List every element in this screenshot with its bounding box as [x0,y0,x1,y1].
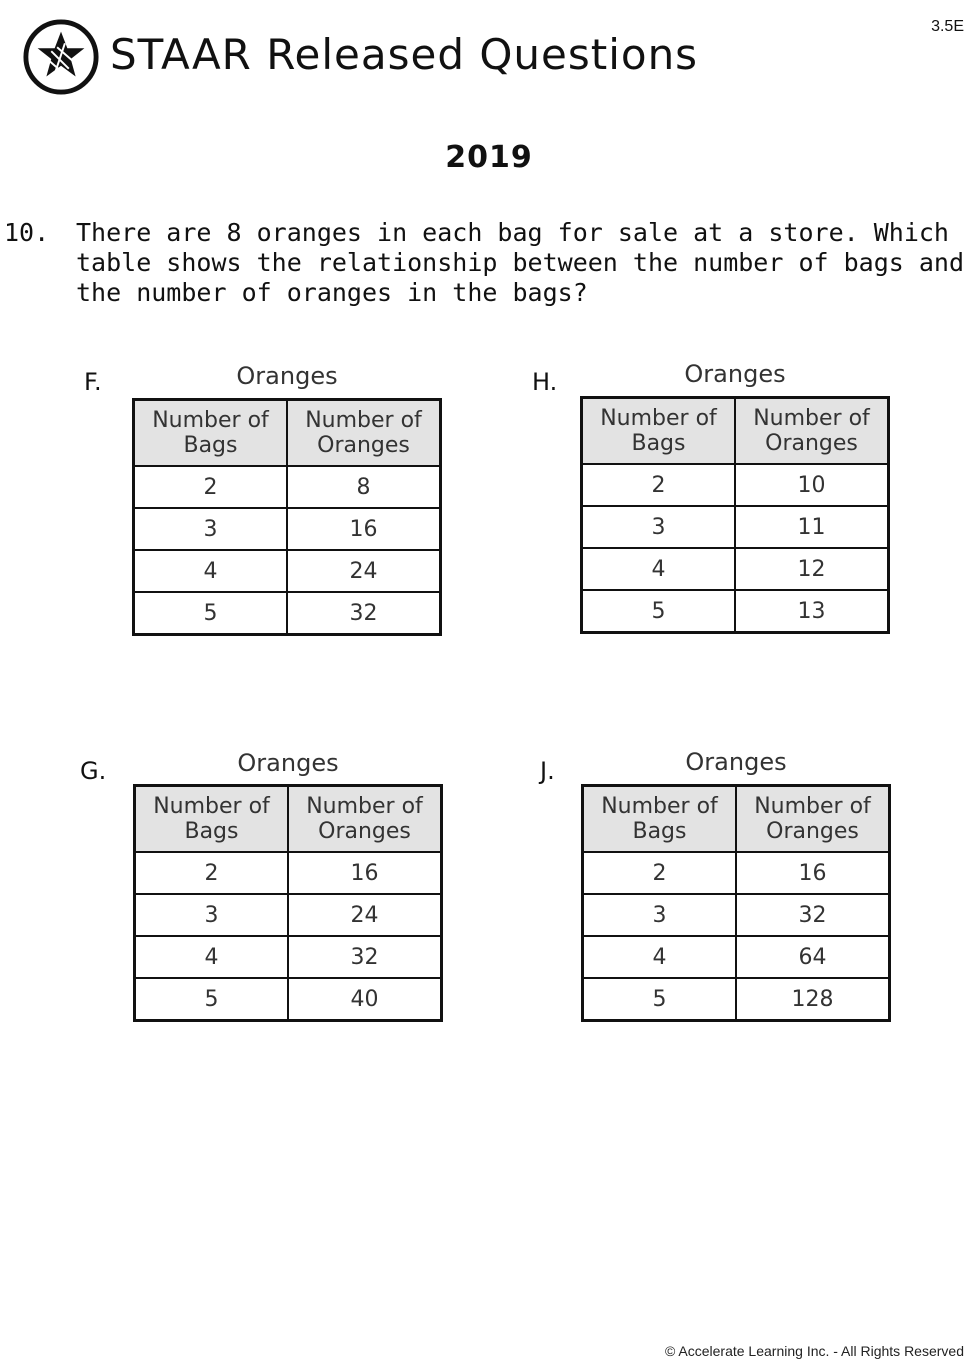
option-letter-j: J. [540,757,555,785]
option-letter-g: G. [80,757,107,785]
table-row: 4 12 [582,548,889,590]
table-row: 3 24 [135,894,442,936]
header-bags: Number of Bags [582,398,736,465]
page-title: STAAR Released Questions [110,30,699,79]
table-row: 5 32 [134,592,441,635]
header-oranges: Number of Oranges [288,786,442,853]
table-title-j: Oranges [685,748,787,776]
oranges-table-h [580,396,890,634]
option-letter-f: F. [84,368,102,396]
standard-code: 3.5E [931,18,964,35]
star-circle-logo-icon [22,18,100,96]
option-letter-h: H. [532,368,558,396]
table-row: 2 16 [135,852,442,894]
table-row: 3 11 [582,506,889,548]
table-row: 4 32 [135,936,442,978]
table-title-g: Oranges [237,749,339,777]
header-oranges: Number of Oranges [287,400,441,467]
table-row: 2 10 [582,464,889,506]
question-number: 10. [4,218,50,247]
table-row: 5 13 [582,590,889,633]
table-row: 4 64 [583,936,890,978]
oranges-table-f [132,398,442,636]
table-row: 2 8 [134,466,441,508]
table-row: 3 16 [134,508,441,550]
table-row: 2 16 [583,852,890,894]
header-oranges: Number of Oranges [735,398,889,465]
copyright-footer: © Accelerate Learning Inc. - All Rights Reserved [664,1343,964,1359]
table-row: 5 40 [135,978,442,1021]
question-text: There are 8 oranges in each bag for sale at a store. Which table shows the relationship between the number of bags and the number of oranges in the bags? [76,218,965,307]
header-bags: Number of Bags [135,786,289,853]
oranges-table-j [581,784,891,1022]
header-bags: Number of Bags [583,786,737,853]
table-title-f: Oranges [236,362,338,390]
oranges-table-g [133,784,443,1022]
header-bags: Number of Bags [134,400,288,467]
header-oranges: Number of Oranges [736,786,890,853]
table-row: 4 24 [134,550,441,592]
table-title-h: Oranges [684,360,786,388]
year-heading: 2019 [445,140,533,175]
table-row: 5 128 [583,978,890,1021]
table-row: 3 32 [583,894,890,936]
